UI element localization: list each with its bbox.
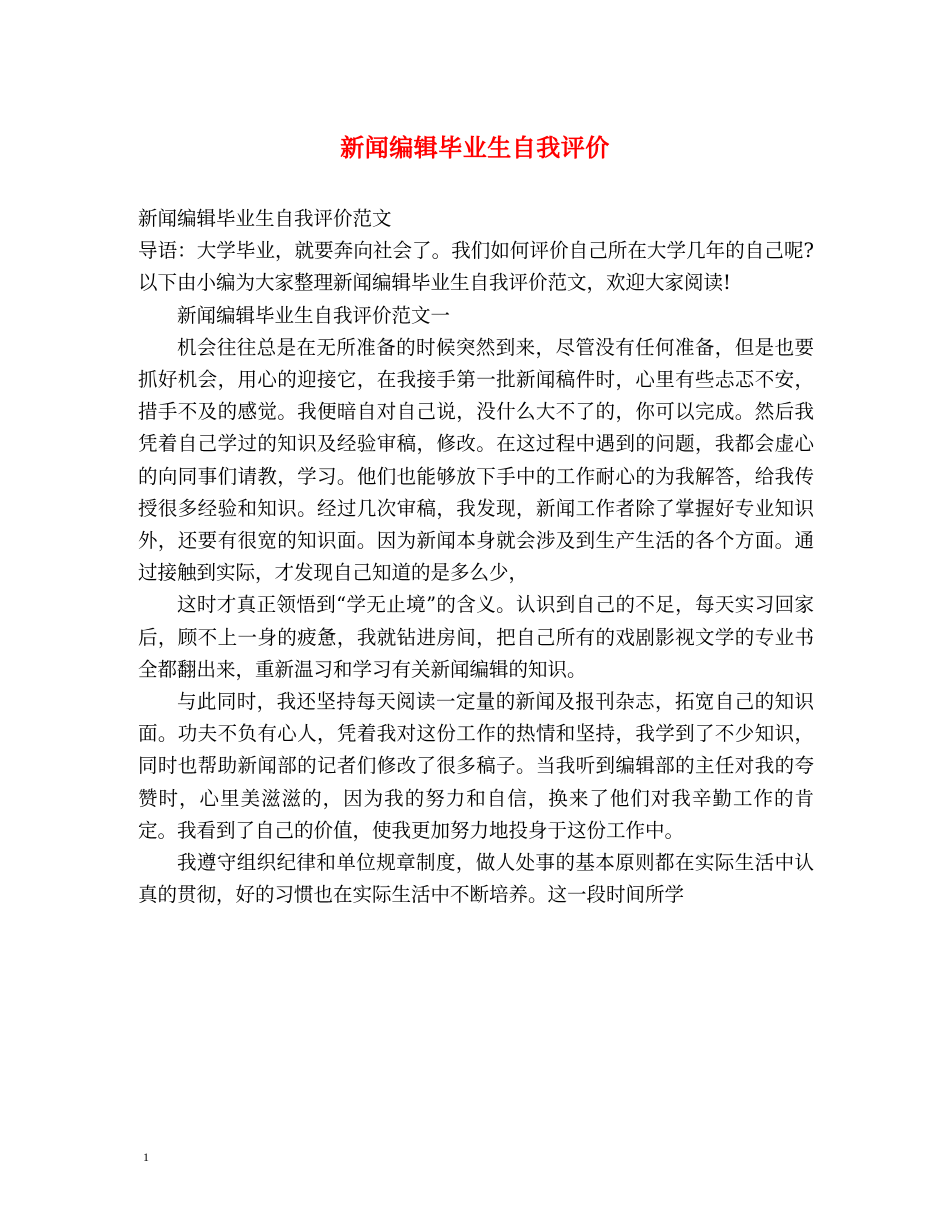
- body-paragraph: 我遵守组织纪律和单位规章制度，做人处事的基本原则都在实际生活中认真的贯彻，好的习惯也在实际生活中不断培养。这一段时间所学: [138, 851, 814, 907]
- body-paragraph: 机会往往总是在无所准备的时候突然到来，尽管没有任何准备，但是也要抓好机会，用心的迎接它，在我接手第一批新闻稿件时，心里有些忐忑不安，措手不及的感觉。我便暗自对自己说，没什么大不了的，你可以完成。然后我凭着自己学过的知识及经验审稿，修改。在这过程中遇到的问题，我都会虚心的向同事们请教，学习。他们也能够放下手中的工作耐心的为我解答，给我传授很多经验和知识。经过几次审稿，我发现，新闻工作者除了掌握好专业知识外，还要有很宽的知识面。因为新闻本身就会涉及到生产生活的各个方面。通过接触到实际，才发现自己知道的是多么少，: [138, 335, 814, 585]
- body-paragraph: 这时才真正领悟到“学无止境”的含义。认识到自己的不足，每天实习回家后，顾不上一身的疲惫，我就钻进房间，把自己所有的戏剧影视文学的专业书全都翻出来，重新温习和学习有关新闻编辑的知识。: [138, 593, 814, 681]
- document-subtitle: 新闻编辑毕业生自我评价范文: [138, 207, 392, 230]
- section-heading: 新闻编辑毕业生自我评价范文一: [177, 303, 451, 327]
- body-paragraph: 与此同时，我还坚持每天阅读一定量的新闻及报刊杂志，拓宽自己的知识面。功夫不负有心人，凭着我对这份工作的热情和坚持，我学到了不少知识，同时也帮助新闻部的记者们修改了很多稿子。当我听到编辑部的主任对我的夸赞时，心里美滋滋的，因为我的努力和自信，换来了他们对我辛勤工作的肯定。我看到了自己的价值，使我更加努力地投身于这份工作中。: [138, 690, 814, 842]
- document-body: [138, 203, 814, 911]
- document-title: 新闻编辑毕业生自我评价: [340, 133, 610, 162]
- intro-paragraph: 导语：大学毕业，就要奔向社会了。我们如何评价自己所在大学几年的自己呢?以下由小编为大家整理新闻编辑毕业生自我评价范文，欢迎大家阅读!: [138, 239, 814, 295]
- page-number: 1: [143, 1150, 149, 1164]
